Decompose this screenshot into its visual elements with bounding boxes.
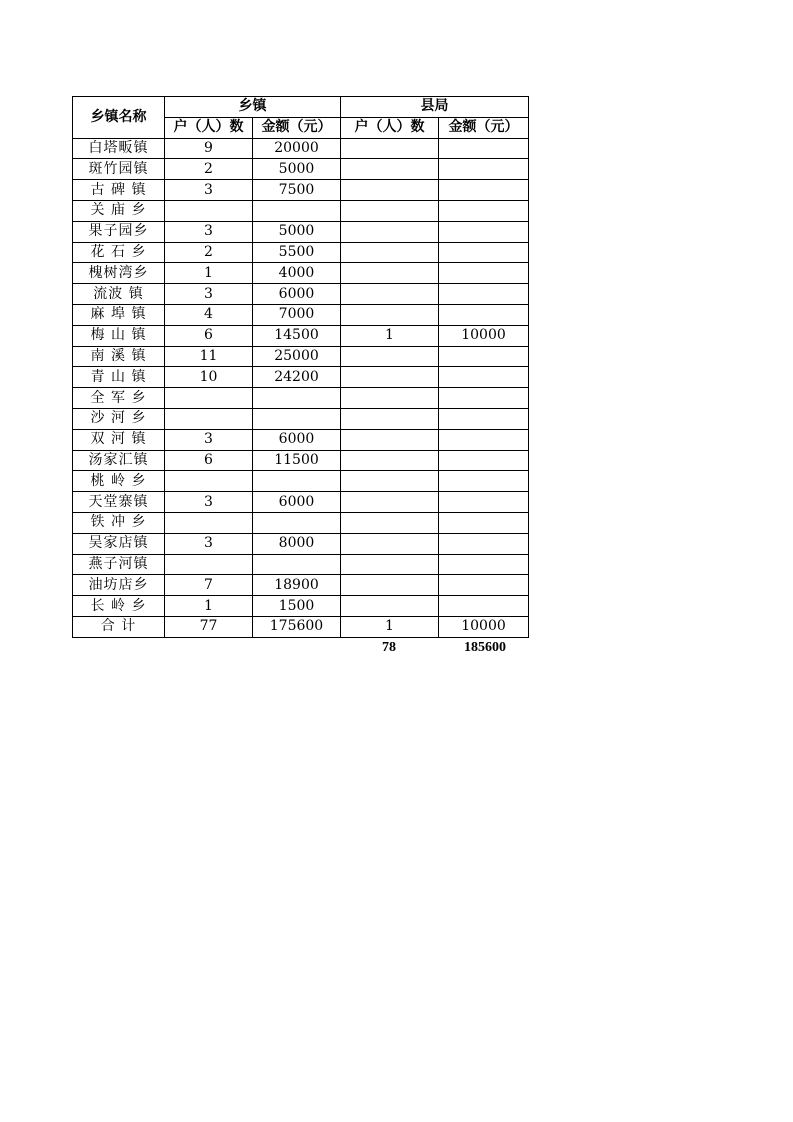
county-households-cell xyxy=(341,263,439,284)
county-amount-cell xyxy=(439,408,529,429)
town-name-cell: 南 溪 镇 xyxy=(73,346,165,367)
town-name-cell: 铁 冲 乡 xyxy=(73,512,165,533)
town-households-cell: 3 xyxy=(165,221,253,242)
town-households-cell xyxy=(165,408,253,429)
town-households-cell: 11 xyxy=(165,346,253,367)
town-amount-cell: 1500 xyxy=(253,596,341,617)
town-amount-cell: 7500 xyxy=(253,180,341,201)
county-amount-cell xyxy=(439,512,529,533)
table-row xyxy=(73,596,529,617)
table-row xyxy=(73,471,529,492)
county-amount-cell xyxy=(439,533,529,554)
county-amount-cell xyxy=(439,180,529,201)
town-name-cell: 燕子河镇 xyxy=(73,554,165,575)
county-households-cell: 1 xyxy=(341,325,439,346)
town-households-cell: 6 xyxy=(165,450,253,471)
header-county-amount: 金额（元） xyxy=(439,117,529,138)
town-amount-cell: 6000 xyxy=(253,492,341,513)
town-amount-cell: 24200 xyxy=(253,367,341,388)
table-row xyxy=(73,304,529,325)
table-row xyxy=(73,284,529,305)
town-households-cell: 3 xyxy=(165,180,253,201)
town-households-cell: 1 xyxy=(165,263,253,284)
town-name-cell: 花 石 乡 xyxy=(73,242,165,263)
town-name-cell: 梅 山 镇 xyxy=(73,325,165,346)
header-town-households: 户（人）数 xyxy=(165,117,253,138)
county-amount-cell xyxy=(439,367,529,388)
town-households-cell xyxy=(165,388,253,409)
table-row xyxy=(73,200,529,221)
county-amount-cell: 10000 xyxy=(439,616,529,637)
town-name-cell: 桃 岭 乡 xyxy=(73,471,165,492)
town-amount-cell: 5500 xyxy=(253,242,341,263)
town-amount-cell: 4000 xyxy=(253,263,341,284)
county-households-cell xyxy=(341,304,439,325)
town-households-cell: 3 xyxy=(165,533,253,554)
table-row xyxy=(73,554,529,575)
town-name-cell: 沙 河 乡 xyxy=(73,408,165,429)
town-amount-cell xyxy=(253,554,341,575)
county-households-cell xyxy=(341,180,439,201)
town-households-cell: 3 xyxy=(165,492,253,513)
town-name-cell: 白塔畈镇 xyxy=(73,138,165,159)
grand-total-households: 78 xyxy=(382,640,396,655)
town-name-cell: 古 碑 镇 xyxy=(73,180,165,201)
town-name-cell: 流波 镇 xyxy=(73,284,165,305)
total-row xyxy=(73,616,529,637)
town-amount-cell: 5000 xyxy=(253,159,341,180)
town-amount-cell xyxy=(253,200,341,221)
town-households-cell: 3 xyxy=(165,429,253,450)
county-amount-cell xyxy=(439,138,529,159)
town-households-cell xyxy=(165,200,253,221)
county-amount-cell xyxy=(439,221,529,242)
table-row xyxy=(73,325,529,346)
county-households-cell xyxy=(341,242,439,263)
town-amount-cell: 20000 xyxy=(253,138,341,159)
table-row xyxy=(73,512,529,533)
county-amount-cell xyxy=(439,159,529,180)
county-households-cell xyxy=(341,367,439,388)
town-amount-cell xyxy=(253,512,341,533)
town-households-cell: 7 xyxy=(165,575,253,596)
header-county-group: 县局 xyxy=(341,97,529,118)
town-amount-cell: 25000 xyxy=(253,346,341,367)
town-households-cell xyxy=(165,554,253,575)
town-households-cell: 3 xyxy=(165,284,253,305)
town-amount-cell: 8000 xyxy=(253,533,341,554)
county-households-cell xyxy=(341,408,439,429)
town-amount-cell: 175600 xyxy=(253,616,341,637)
county-households-cell xyxy=(341,284,439,305)
table-row xyxy=(73,367,529,388)
county-amount-cell xyxy=(439,304,529,325)
county-households-cell xyxy=(341,346,439,367)
town-amount-cell: 18900 xyxy=(253,575,341,596)
county-amount-cell xyxy=(439,242,529,263)
header-county-households: 户（人）数 xyxy=(341,117,439,138)
town-amount-cell: 7000 xyxy=(253,304,341,325)
county-households-cell xyxy=(341,492,439,513)
town-amount-cell xyxy=(253,388,341,409)
table-row xyxy=(73,450,529,471)
town-name-cell: 槐树湾乡 xyxy=(73,263,165,284)
town-households-cell: 9 xyxy=(165,138,253,159)
county-amount-cell: 10000 xyxy=(439,325,529,346)
county-households-cell xyxy=(341,512,439,533)
county-amount-cell xyxy=(439,284,529,305)
town-name-cell: 果子园乡 xyxy=(73,221,165,242)
table-row xyxy=(73,388,529,409)
town-name-cell: 全 军 乡 xyxy=(73,388,165,409)
county-amount-cell xyxy=(439,263,529,284)
town-households-cell: 6 xyxy=(165,325,253,346)
town-amount-cell xyxy=(253,408,341,429)
county-households-cell xyxy=(341,159,439,180)
header-town-group: 乡镇 xyxy=(165,97,341,118)
table-row xyxy=(73,138,529,159)
table-row xyxy=(73,429,529,450)
county-amount-cell xyxy=(439,346,529,367)
town-households-cell xyxy=(165,512,253,533)
table-row xyxy=(73,263,529,284)
town-name-cell: 双 河 镇 xyxy=(73,429,165,450)
table-row xyxy=(73,159,529,180)
county-households-cell xyxy=(341,596,439,617)
header-name-col: 乡镇名称 xyxy=(73,97,165,139)
county-amount-cell xyxy=(439,429,529,450)
county-households-cell xyxy=(341,575,439,596)
town-name-cell: 麻 埠 镇 xyxy=(73,304,165,325)
town-amount-cell: 11500 xyxy=(253,450,341,471)
county-amount-cell xyxy=(439,471,529,492)
town-households-cell xyxy=(165,471,253,492)
town-name-cell: 合 计 xyxy=(73,616,165,637)
county-households-cell xyxy=(341,554,439,575)
header-row-1 xyxy=(73,97,529,118)
town-households-cell: 2 xyxy=(165,242,253,263)
town-name-cell: 长 岭 乡 xyxy=(73,596,165,617)
county-amount-cell xyxy=(439,596,529,617)
town-name-cell: 油坊店乡 xyxy=(73,575,165,596)
county-amount-cell xyxy=(439,388,529,409)
table-row xyxy=(73,180,529,201)
town-name-cell: 汤家汇镇 xyxy=(73,450,165,471)
town-amount-cell xyxy=(253,471,341,492)
table-row xyxy=(73,242,529,263)
town-amount-cell: 6000 xyxy=(253,284,341,305)
county-households-cell xyxy=(341,429,439,450)
grand-total-amount: 185600 xyxy=(464,640,506,655)
table-row xyxy=(73,492,529,513)
town-households-cell: 77 xyxy=(165,616,253,637)
town-name-cell: 青 山 镇 xyxy=(73,367,165,388)
county-households-cell xyxy=(341,533,439,554)
town-households-cell: 4 xyxy=(165,304,253,325)
header-town-amount: 金额（元） xyxy=(253,117,341,138)
town-households-cell: 2 xyxy=(165,159,253,180)
county-households-cell xyxy=(341,138,439,159)
table-row xyxy=(73,408,529,429)
town-amount-cell: 5000 xyxy=(253,221,341,242)
town-name-cell: 天堂寨镇 xyxy=(73,492,165,513)
county-households-cell xyxy=(341,450,439,471)
county-amount-cell xyxy=(439,450,529,471)
county-amount-cell xyxy=(439,554,529,575)
county-households-cell xyxy=(341,388,439,409)
county-households-cell xyxy=(341,200,439,221)
county-households-cell xyxy=(341,471,439,492)
town-name-cell: 关 庙 乡 xyxy=(73,200,165,221)
table-row xyxy=(73,575,529,596)
county-amount-cell xyxy=(439,575,529,596)
county-households-cell xyxy=(341,221,439,242)
town-name-cell: 斑竹园镇 xyxy=(73,159,165,180)
subsidy-table xyxy=(72,96,529,638)
town-amount-cell: 14500 xyxy=(253,325,341,346)
table-row xyxy=(73,533,529,554)
town-households-cell: 10 xyxy=(165,367,253,388)
county-amount-cell xyxy=(439,200,529,221)
town-households-cell: 1 xyxy=(165,596,253,617)
town-name-cell: 吴家店镇 xyxy=(73,533,165,554)
table-row xyxy=(73,221,529,242)
county-amount-cell xyxy=(439,492,529,513)
table-row xyxy=(73,346,529,367)
county-households-cell: 1 xyxy=(341,616,439,637)
town-amount-cell: 6000 xyxy=(253,429,341,450)
